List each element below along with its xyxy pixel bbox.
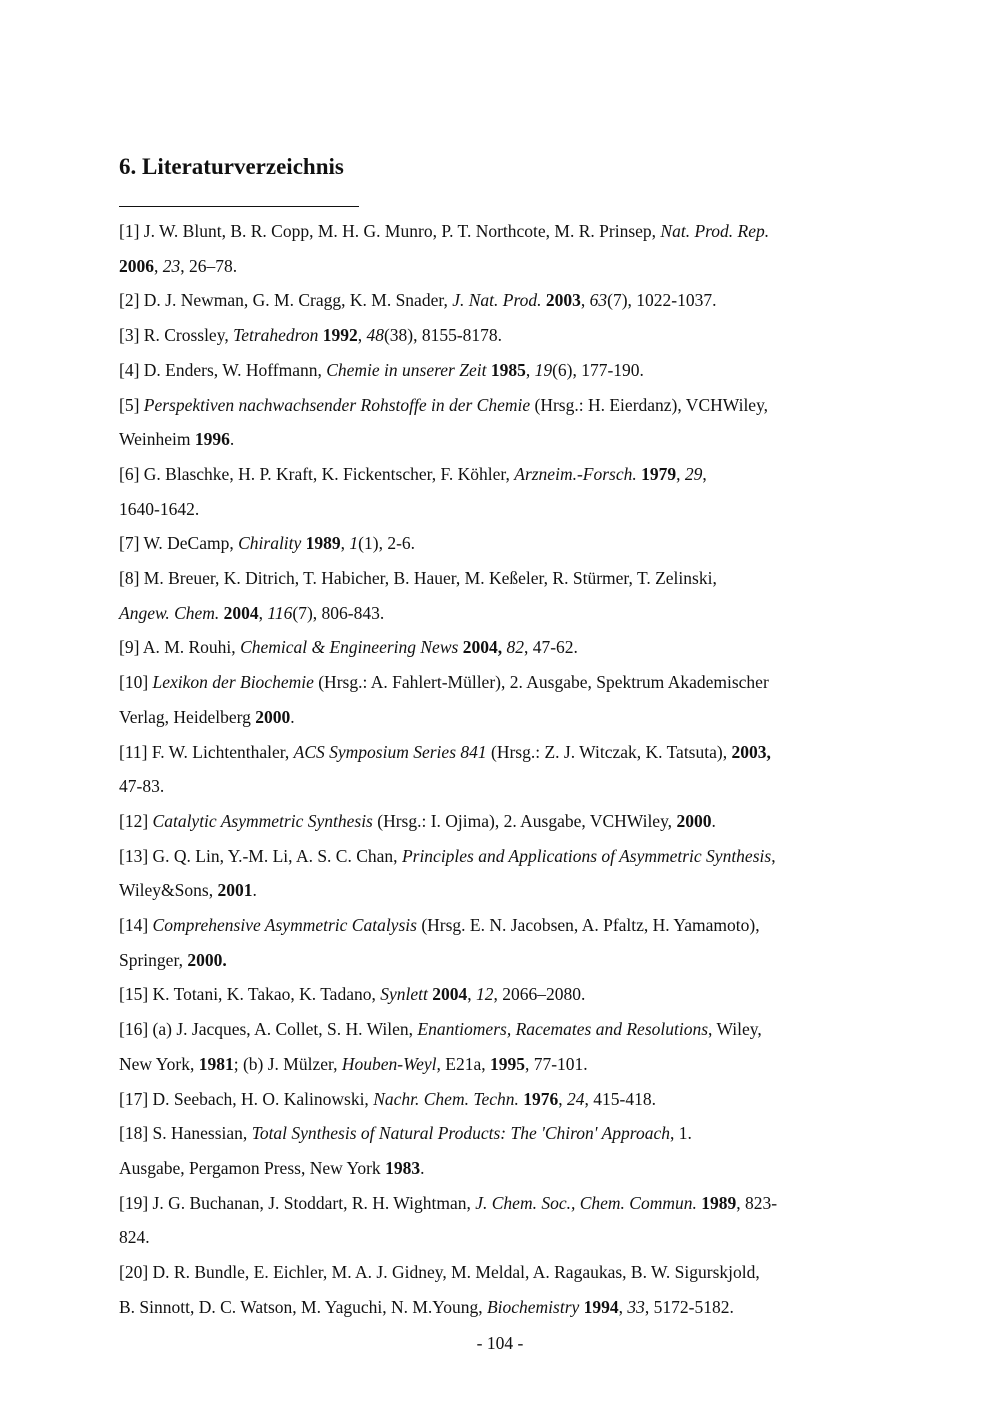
reference-text: , [771, 845, 776, 866]
reference-text: [6] G. Blaschke, H. P. Kraft, K. Fickentscher, F. Köhler, [119, 463, 515, 484]
reference-text: Biochemistry [486, 1296, 580, 1317]
reference-entry [119, 1012, 891, 1081]
reference-entry [119, 283, 891, 318]
reference-text: , [580, 290, 590, 311]
reference-entry [119, 526, 891, 561]
reference-text: B. Sinnott, D. C. Watson, M. Yaguchi, N. M.Young, [119, 1296, 487, 1317]
reference-text: 1 [349, 533, 359, 554]
reference-text: , 415-418. [584, 1088, 656, 1109]
reference-text: 1996 [194, 429, 230, 450]
reference-text: [8] M. Breuer, K. Ditrich, T. Habicher, B. Hauer, M. Keßeler, R. Stürmer, T. Zelinski, [119, 568, 717, 589]
reference-text: [17] D. Seebach, H. O. Kalinowski, [119, 1088, 374, 1109]
reference-text: (7), 806-843. [292, 602, 385, 623]
reference-text: , [618, 1296, 628, 1317]
reference-text: , 26–78. [180, 255, 238, 276]
reference-entry [119, 457, 891, 526]
reference-text: 29 [684, 463, 703, 484]
reference-text: 2000 [255, 706, 291, 727]
reference-text: , 5172-5182. [644, 1296, 734, 1317]
reference-text: Houben-Weyl [341, 1053, 437, 1074]
reference-text: 2003 [545, 290, 581, 311]
reference-entry [119, 318, 891, 353]
reference-text: ; (b) J. Mülzer, [233, 1053, 342, 1074]
reference-text: 47-83. [119, 776, 165, 797]
reference-list [119, 214, 891, 1325]
reference-text: Angew. Chem. [119, 602, 220, 623]
reference-text: , [258, 602, 268, 623]
reference-text: . [252, 880, 257, 901]
reference-text: 19 [534, 359, 553, 380]
reference-text: Lexikon der Biochemie [152, 672, 314, 693]
reference-text: Ausgabe, Pergamon Press, New York [119, 1157, 386, 1178]
reference-text: [5] [119, 394, 144, 415]
reference-text: , [558, 1088, 567, 1109]
reference-text: , Wiley, [708, 1019, 762, 1040]
reference-text: (1), 2-6. [358, 533, 416, 554]
reference-text: Synlett [380, 984, 428, 1005]
reference-entry [119, 353, 891, 388]
reference-text: , 77-101. [524, 1053, 588, 1074]
reference-entry [119, 1082, 891, 1117]
reference-text: [11] F. W. Lichtenthaler, [119, 741, 294, 762]
reference-text: 1640-1642. [119, 498, 200, 519]
reference-text: 12 [475, 984, 494, 1005]
reference-text: (Hrsg.: I. Ojima), 2. Ausgabe, VCHWiley, [372, 810, 677, 831]
reference-text: 1983 [385, 1157, 421, 1178]
reference-text: (Hrsg. E. N. Jacobsen, A. Pfaltz, H. Yamamoto), [416, 915, 760, 936]
reference-text: 116 [267, 602, 293, 623]
reference-text: ACS Symposium Series 841 [293, 741, 487, 762]
reference-entry [119, 1116, 891, 1185]
title-rule [119, 206, 359, 207]
reference-text: , 823- [736, 1192, 778, 1213]
reference-text: . [290, 706, 295, 727]
reference-text: Principles and Applications of Asymmetric Synthesis [401, 845, 772, 866]
reference-text: , [154, 255, 163, 276]
reference-text: 1995 [489, 1053, 525, 1074]
reference-text: [7] W. DeCamp, [119, 533, 239, 554]
reference-text: 2003, [731, 741, 771, 762]
reference-text: Comprehensive Asymmetric Catalysis [152, 915, 417, 936]
reference-text: 2004, [462, 637, 503, 658]
reference-text: , [357, 325, 367, 346]
reference-text: Enantiomers, Racemates and Resolutions [417, 1019, 709, 1040]
reference-text: Chemie in unserer Zeit [326, 359, 487, 380]
reference-text: , E21a, [436, 1053, 490, 1074]
reference-text: [14] [119, 915, 153, 936]
reference-text: , 47-62. [523, 637, 578, 658]
reference-text: [12] [119, 810, 153, 831]
reference-text: 2006 [119, 255, 154, 276]
reference-text: 1989 [305, 533, 341, 554]
reference-text: Chirality [238, 533, 302, 554]
reference-entry [119, 804, 891, 839]
reference-text: [16] (a) J. Jacques, A. Collet, S. H. Wilen, [119, 1019, 418, 1040]
reference-text: Tetrahedron [233, 325, 319, 346]
reference-text: , 1. [669, 1123, 692, 1144]
reference-entry [119, 1255, 891, 1324]
reference-entry [119, 977, 891, 1012]
reference-text: 1979 [641, 463, 677, 484]
reference-text: Verlag, Heidelberg [119, 706, 256, 727]
page-number: - 104 - [476, 1333, 524, 1353]
reference-text: 63 [589, 290, 608, 311]
reference-text: Weinheim [119, 429, 195, 450]
reference-text: 1989 [701, 1192, 737, 1213]
reference-text: [10] [119, 672, 153, 693]
reference-entry [119, 388, 891, 457]
reference-text: Arzneim.-Forsch. [514, 463, 637, 484]
reference-text: 1992 [322, 325, 358, 346]
reference-text: 2001 [217, 880, 253, 901]
reference-text: (6), 177-190. [552, 359, 644, 380]
reference-text: 1985 [490, 359, 526, 380]
reference-entry [119, 1186, 891, 1255]
reference-text: , [702, 463, 707, 484]
reference-text: Perspektiven nachwachsender Rohstoffe in der Chemie [143, 394, 531, 415]
reference-text: . [229, 429, 235, 450]
reference-text: New York, [119, 1053, 199, 1074]
reference-text: , [676, 463, 685, 484]
reference-text: (7), 1022-1037. [607, 290, 717, 311]
reference-text: (Hrsg.: H. Eierdanz), VCHWiley, [530, 394, 769, 415]
reference-text: Chemical & Engineering News [240, 637, 459, 658]
reference-text: 2000. [187, 949, 227, 970]
reference-text: [2] D. J. Newman, G. M. Cragg, K. M. Snader, [119, 290, 453, 311]
reference-text: Nat. Prod. Rep. [660, 221, 770, 241]
reference-text: [9] A. M. Rouhi, [119, 637, 241, 658]
reference-text: J. Nat. Prod. [452, 290, 542, 311]
reference-text: [20] D. R. Bundle, E. Eichler, M. A. J. Gidney, M. Meldal, A. Ragaukas, B. W. Sigurskjold, [119, 1262, 760, 1283]
reference-text: [1] J. W. Blunt, B. R. Copp, M. H. G. Munro, P. T. Northcote, M. R. Prinsep, [119, 221, 661, 241]
reference-text: 1994 [583, 1296, 619, 1317]
reference-text: , [467, 984, 476, 1005]
reference-text: Wiley&Sons, [119, 880, 218, 901]
reference-text: [4] D. Enders, W. Hoffmann, [119, 359, 327, 380]
reference-text: . [420, 1157, 425, 1178]
reference-text: . [711, 810, 716, 831]
reference-text: (38), 8155-8178. [383, 325, 503, 346]
reference-text: 33 [627, 1296, 645, 1317]
reference-text: 2004 [223, 602, 259, 623]
reference-text: [19] J. G. Buchanan, J. Stoddart, R. H. Wightman, [119, 1192, 476, 1213]
reference-text: , [525, 359, 535, 380]
reference-text: , [340, 533, 350, 554]
reference-text: 1976 [523, 1088, 559, 1109]
reference-text: (Hrsg.: A. Fahlert-Müller), 2. Ausgabe, Spektrum Akademischer [313, 672, 769, 693]
reference-entry [119, 630, 891, 665]
reference-text: 48 [366, 325, 384, 346]
reference-text: (Hrsg.: Z. J. Witczak, K. Tatsuta), [486, 741, 732, 762]
reference-text: Springer, [119, 949, 188, 970]
reference-text: , 2066–2080. [493, 984, 586, 1005]
reference-text: [3] R. Crossley, [119, 325, 234, 346]
reference-text: 1981 [198, 1053, 234, 1074]
reference-text: 23 [162, 255, 181, 276]
reference-text: 24 [567, 1088, 585, 1109]
reference-text: Catalytic Asymmetric Synthesis [152, 810, 373, 831]
reference-entry [119, 214, 891, 283]
reference-text: [13] G. Q. Lin, Y.-M. Li, A. S. C. Chan, [119, 845, 402, 866]
reference-text: Total Synthesis of Natural Products: The 'Chiron' Approach [251, 1123, 670, 1144]
reference-text: 2004 [432, 984, 468, 1005]
reference-entry [119, 735, 891, 804]
reference-text: J. Chem. Soc., Chem. Commun. [475, 1192, 697, 1213]
reference-text: [18] S. Hanessian, [119, 1123, 252, 1144]
reference-entry [119, 665, 891, 734]
reference-text: 82 [506, 637, 524, 658]
page-title: 6. Literaturverzeichnis [119, 154, 344, 179]
reference-entry [119, 908, 891, 977]
reference-entry [119, 839, 891, 908]
reference-text: 824. [119, 1227, 150, 1248]
reference-text: Nachr. Chem. Techn. [373, 1088, 519, 1109]
reference-text: [15] K. Totani, K. Takao, K. Tadano, [119, 984, 381, 1005]
reference-text: 2000 [676, 810, 712, 831]
reference-entry [119, 561, 891, 630]
